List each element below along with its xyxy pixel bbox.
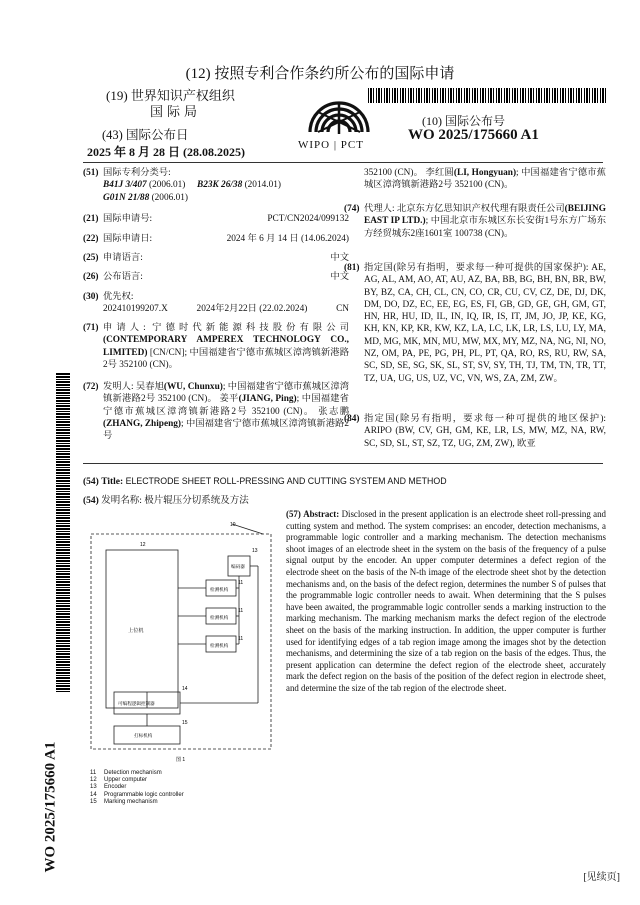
code-84: (84) — [344, 414, 360, 424]
app-number-value: PCT/CN2024/099132 — [267, 214, 349, 224]
code-81: (81) — [344, 263, 360, 273]
header-divider — [83, 162, 603, 163]
barcode-top — [368, 88, 606, 103]
encoder-label: 编码器 — [231, 564, 245, 569]
regional-designations-section — [344, 413, 606, 450]
code-72: (72) — [83, 382, 99, 392]
figure-1-diagram — [88, 520, 278, 765]
ipc-code: B41J 3/407 — [103, 180, 147, 191]
title-label: Title: — [101, 477, 124, 487]
side-publication-number: WO 2025/175660 A1 — [42, 741, 59, 873]
marker-label: 打标机构 — [134, 733, 153, 738]
code-71: (71) — [83, 323, 99, 333]
upper-computer-label: 上位机 — [128, 628, 144, 634]
plc-label: 可编程逻辑控制器 — [118, 701, 155, 706]
continued-note: [见续页] — [583, 872, 620, 883]
code-25: (25) — [83, 253, 99, 263]
abstract-label: Abstract: — [303, 509, 340, 519]
figure-caption: 图 1 — [176, 757, 186, 763]
code-51: (51) — [83, 168, 99, 178]
ipc-year: (2006.01) — [148, 180, 186, 191]
agent-name-cn: 代理人: 北京东方亿思知识产权代理有限责任公司 — [364, 204, 565, 214]
inventor-name-en: (JIANG, Ping) — [238, 394, 297, 405]
filing-language-label: 申请语言: — [103, 253, 143, 263]
detection-label: 检测机构 — [210, 643, 229, 648]
inventor-text: ; 中国福建省宁德市蕉城区漳湾镇新港路2号 — [103, 418, 349, 442]
fig-label-15: 15 — [182, 720, 188, 726]
barcode-side — [56, 372, 70, 692]
publication-language-label: 公布语言: — [103, 272, 143, 282]
legend-item: 11 Detection mechanism — [90, 770, 162, 776]
applicant-name-en: (CONTEMPORARY AMPEREX TECHNOLOGY CO., LIMITED) — [103, 335, 349, 358]
filing-date-label: 国际申请日: — [103, 234, 153, 244]
inventor-text: 352100 (CN)。 李红圆 — [364, 168, 454, 178]
inventor-name-en: (WU, Chunxu) — [163, 382, 223, 392]
fig-label-11: 11 — [238, 636, 244, 642]
ipc-code: G01N 21/88 — [103, 192, 150, 203]
publication-date-label: (43) 国际公布日 — [102, 128, 189, 142]
code-57: (57) — [286, 509, 301, 519]
legend-item: 14 Programmable logic controller — [90, 791, 184, 798]
title-cn-row — [83, 492, 249, 506]
fig-label-12: 12 — [140, 542, 146, 548]
inventor-name-en: (ZHANG, Zhipeng) — [103, 418, 182, 429]
applicant-section — [83, 322, 349, 371]
ipc-year: (2006.01) — [151, 192, 188, 203]
code-22: (22) — [83, 234, 99, 244]
inventor-continued — [344, 167, 606, 192]
code-54: (54) — [83, 477, 99, 487]
body-divider — [83, 463, 603, 464]
inventor-name-en: (LI, Hongyuan) — [453, 168, 517, 178]
publication-language-value: 中文 — [330, 272, 349, 282]
priority-date: 2024年2月22日 (22.02.2024) — [196, 304, 308, 315]
detection-label: 检测机构 — [210, 615, 229, 620]
legend-item: 13 Encoder — [90, 784, 127, 791]
document-header-title: (12) 按照专利合作条约所公布的国际申请 — [185, 66, 455, 82]
detection-label: 检测机构 — [210, 587, 229, 592]
fig-label-11: 11 — [238, 608, 244, 614]
fig-label-11: 11 — [238, 580, 244, 586]
inventor-section — [83, 381, 349, 442]
agent-name-en: (BEIJING EAST IP LTD.) — [364, 204, 606, 227]
applicant-address: [CN/CN]; 中国福建省宁德市蕉城区漳湾镇新港路2号 352100 (CN)。 — [103, 347, 349, 370]
inventor-text: ; 中国福建省宁德市蕉城区漳湾镇新港路2号 352100 (CN)。 — [364, 168, 606, 191]
code-21: (21) — [83, 214, 99, 224]
publication-language-row — [83, 271, 349, 283]
filing-language-value: 中文 — [330, 253, 349, 263]
app-number-label: 国际申请号: — [103, 214, 153, 224]
classification-section — [83, 167, 349, 204]
code-54: (54) — [83, 496, 99, 506]
fig-label-10: 10 — [230, 522, 236, 528]
ipc-code: B23K 26/38 — [197, 180, 243, 191]
figure-legend — [90, 770, 184, 806]
regional-designations-text: 指定国(除另有指明，要求每一种可提供的地区保护): ARIPO (BW, CV, GH, GM, KE, LR, LS, MW, MZ, NA, RW, SC, SD, SL, ST, SZ, TZ, UG, ZM, ZW), 欧亚 — [364, 414, 606, 449]
legend-item: 12 Upper computer — [90, 777, 148, 784]
code-26: (26) — [83, 272, 99, 282]
filing-date-value: 2024 年 6 月 14 日 (14.06.2024) — [226, 234, 349, 244]
inventor-text: 发明人: 吴春旭 — [103, 382, 164, 392]
publication-number-label: (10) 国际公布号 — [422, 114, 505, 128]
agent-address: ; 中国北京市东城区东长安街1号东方广场东方经贸城东2座1601室 100738 (CN)。 — [364, 216, 607, 239]
wipo-pct-text: WIPO | PCT — [298, 139, 364, 151]
publication-date: 2025 年 8 月 28 日 (28.08.2025) — [87, 145, 245, 159]
designated-states-text: 指定国(除另有指明，要求每一种可提供的国家保护): AE, AG, AL, AM, AO, AT, AU, AZ, BA, BB, BG, BH, BN, BR, BW, BY, BZ, CA, CH, CL, CN, CO, CR, CU, CV, CZ, DE, DJ, DK, DM, DO, DZ, EC, EE, EG, ES, FI, GB, GD, GE, GH, GM, GT, HN, HR, HU, ID, IL, IN, IQ, IR, IS, IT, JM, JO, JP, KE, KG, KH, KN, KP, KR, KW, KZ, LA, LC, LK, LR, LS, LU, LY, MA, MD, MG, MK, MN, MU, MW, MX, MY, MZ, NA, NG, NI, NO, NZ, OM, PA, PE, PG, PH, PL, PT, QA, RO, RS, RU, RW, SA, SC, SD, SE, SG, SK, SL, ST, SV, SY, TH, TJ, TM, TN, TR, TT, TZ, UA, UG, US, UZ, VC, VN, WS, ZA, ZM, ZW。 — [364, 263, 606, 384]
ipc-label: 国际专利分类号: — [103, 168, 171, 178]
title-en: ELECTRODE SHEET ROLL-PRESSING AND CUTTING SYSTEM AND METHOD — [125, 476, 447, 486]
applicant-name-cn: 申请人: 宁德时代新能源科技股份有限公司 — [103, 323, 349, 333]
fig-label-14: 14 — [182, 686, 188, 692]
agent-section — [344, 203, 606, 240]
publication-number: WO 2025/175660 A1 — [408, 127, 539, 143]
legend-item: 15 Marking mechanism — [90, 798, 158, 805]
inventor-text: ; 中国福建省宁德市蕉城区漳湾镇新港路2号 352100 (CN)。 姜平 — [103, 382, 349, 405]
priority-label: 优先权: — [103, 292, 134, 302]
title-en-row — [83, 476, 447, 487]
fig-label-13: 13 — [252, 548, 258, 554]
code-30: (30) — [83, 292, 99, 302]
organization-bureau: 国际局 — [150, 104, 202, 119]
ipc-year: (2014.01) — [244, 180, 281, 191]
abstract-text: Disclosed in the present application is an electrode sheet roll-pressing and cutting system and method. The system comprises: an encoder, detection mechanisms, a programmable logic controller and a marking mechanism. The detection mechanisms shoot images of an electrode sheet in the system on the basis of the frequency of a pulse signal output by the encoder. An upper computer determines a defect region of the electrode sheet on the basis of the N-th image of the electrode sheet shot by the detection mechanisms and, on the basis of the defect region, determines the number S of pulses that the programmable logic controller needs to await. When determining that the S pulses have been awaited, the programmable logic controller sends a marking instruction to the marking mechanism. The marking mechanism marks the defect region of the electrode sheet on the basis of the marking instruction. In addition, the upper computer is further used for identifying edges of a tab region image among the images shot by the detection mechanisms, and determining the size of a tab region on the basis of the edges. Thus, the present application can determine the defect region of the electrode sheet, accurately mark the defect region on the basis of the position of the defect region in electrode sheet, and determine the size of the tab region of the electrode sheet. — [286, 509, 606, 693]
application-number-row — [83, 213, 349, 225]
organization-name: (19) 世界知识产权组织 — [106, 88, 235, 103]
filing-date-row — [83, 233, 349, 245]
priority-country: CN — [336, 304, 349, 315]
code-74: (74) — [344, 204, 360, 214]
abstract — [286, 509, 606, 695]
inventor-text: ; 中国福建省宁德市蕉城区漳湾镇新港路2号 352100 (CN)。 张志鹏 — [103, 394, 349, 417]
filing-language-row — [83, 252, 349, 264]
title-cn: 发明名称: 极片辊压分切系统及方法 — [101, 496, 249, 506]
designated-states-section — [344, 262, 606, 385]
priority-section — [83, 291, 349, 316]
priority-app-number: 202410199207.X — [103, 304, 168, 315]
